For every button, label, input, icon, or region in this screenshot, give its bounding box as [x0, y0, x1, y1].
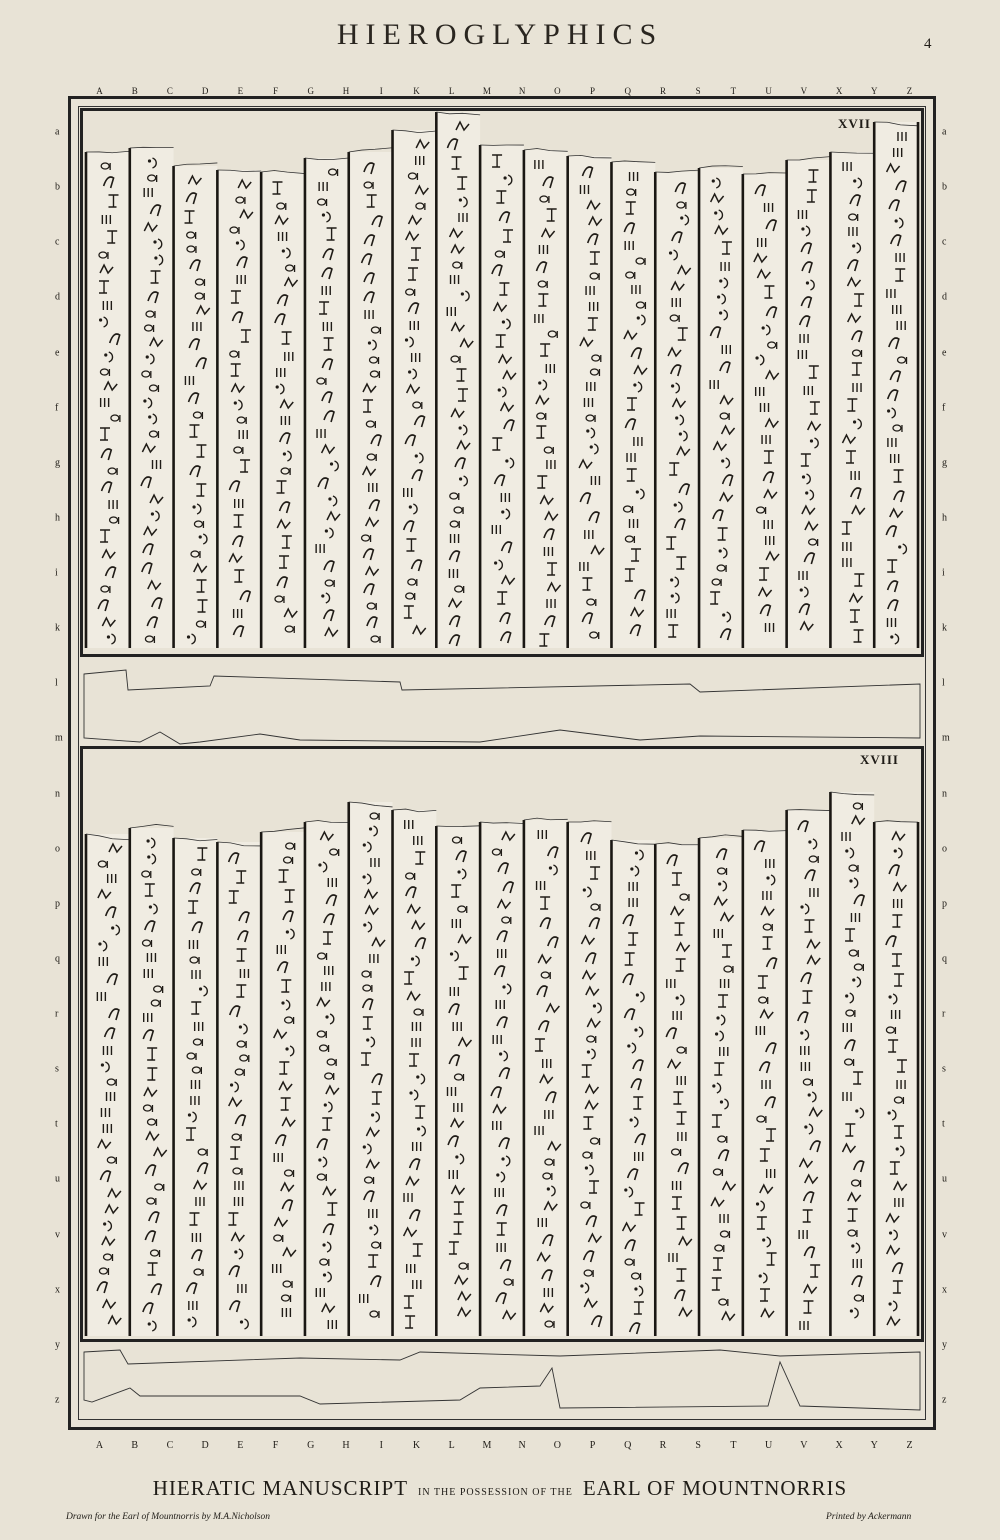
row-letter: r — [942, 1008, 946, 1020]
column-letter: O — [553, 1440, 562, 1451]
manuscript-column — [305, 820, 349, 1336]
row-letter: k — [55, 622, 60, 634]
column-letter: X — [835, 1440, 844, 1451]
row-letter: p — [942, 898, 947, 910]
row-letter: u — [942, 1173, 947, 1185]
column-letter: U — [765, 1440, 774, 1451]
manuscript-column — [874, 821, 918, 1336]
row-letter: f — [55, 402, 59, 414]
column-letter: Z — [906, 1440, 914, 1451]
row-letter: g — [942, 457, 947, 469]
row-letter: a — [942, 126, 947, 138]
row-letter: u — [55, 1173, 60, 1185]
column-letter: C — [166, 1440, 175, 1451]
row-letter: y — [55, 1339, 60, 1351]
row-letter: x — [55, 1284, 60, 1296]
row-letter: q — [942, 953, 947, 965]
manuscript-column — [305, 158, 349, 648]
column-letter: S — [695, 1440, 702, 1451]
row-letter: o — [942, 843, 947, 855]
manuscript-column — [217, 170, 261, 648]
column-letter: E — [237, 86, 245, 96]
manuscript-column — [787, 810, 831, 1336]
plate-xvii-papyrus — [86, 112, 918, 648]
manuscript-column — [436, 826, 480, 1336]
manuscript-column — [86, 834, 130, 1336]
column-letter: I — [379, 86, 384, 96]
manuscript-column — [130, 824, 174, 1336]
column-letter: O — [554, 86, 562, 96]
column-letter: E — [237, 1440, 245, 1451]
manuscript-column — [86, 151, 130, 648]
column-letter: F — [273, 86, 280, 96]
column-letter: S — [695, 86, 702, 96]
row-letter: h — [942, 512, 947, 524]
column-letter: Z — [906, 86, 914, 96]
column-letter: Q — [624, 86, 632, 96]
row-letter: s — [942, 1063, 946, 1075]
column-letter: B — [131, 1440, 140, 1451]
column-letter: P — [589, 1440, 597, 1451]
manuscript-column — [436, 112, 480, 648]
column-letter: Q — [624, 1440, 633, 1451]
row-letter: d — [55, 291, 60, 303]
column-letter: A — [96, 86, 104, 96]
manuscript-column — [480, 822, 524, 1336]
column-letter: L — [448, 1440, 456, 1451]
page-title: HIEROGLYPHICS — [336, 18, 664, 51]
manuscript-column — [568, 155, 612, 648]
column-letter: V — [800, 1440, 809, 1451]
caption-part-2: IN THE POSSESSION OF THE — [418, 1487, 573, 1498]
row-letter: z — [942, 1394, 947, 1406]
row-letter: n — [942, 788, 947, 800]
row-letter: y — [942, 1339, 947, 1351]
column-letter: B — [131, 86, 139, 96]
row-letter: b — [55, 181, 60, 193]
credit-drawn-by: Drawn for the Earl of Mountnorris by M.A.Nicholson — [66, 1512, 270, 1522]
manuscript-column — [611, 840, 655, 1336]
row-letter: m — [55, 732, 63, 744]
column-letter: G — [307, 1440, 316, 1451]
row-letter: l — [55, 677, 58, 689]
manuscript-column — [217, 842, 261, 1336]
row-letter: e — [942, 347, 947, 359]
plate-xviii-papyrus — [86, 792, 918, 1336]
row-letter: f — [942, 402, 946, 414]
manuscript-column — [655, 170, 699, 648]
column-letter: K — [412, 1440, 422, 1451]
row-letter: p — [55, 898, 60, 910]
row-letter: n — [55, 788, 60, 800]
row-letter: r — [55, 1008, 59, 1020]
column-letter: G — [307, 86, 316, 96]
row-letter: o — [55, 843, 60, 855]
caption-part-3: EARL OF MOUNTNORRIS — [582, 1476, 848, 1500]
row-letter: s — [55, 1063, 59, 1075]
manuscript-column — [349, 802, 393, 1336]
column-letter: C — [166, 86, 174, 96]
row-letter: t — [942, 1118, 945, 1130]
manuscript-column — [743, 173, 787, 648]
column-letter: K — [413, 86, 421, 96]
column-letter: A — [95, 1440, 105, 1451]
manuscript-column — [699, 166, 743, 648]
column-letter: M — [482, 86, 492, 96]
column-letter: N — [518, 1440, 527, 1451]
row-letter: a — [55, 126, 60, 138]
column-letter: U — [765, 86, 773, 96]
column-letter: T — [730, 1440, 738, 1451]
manuscript-column — [174, 838, 218, 1336]
manuscript-column — [393, 809, 437, 1336]
row-letter: v — [55, 1229, 60, 1241]
credit-printed-by: Printed by Ackermann — [826, 1512, 912, 1522]
row-letter: e — [55, 347, 60, 359]
plate-xvii-numeral: XVII — [838, 116, 871, 131]
caption-part-1: HIERATIC MANUSCRIPT — [152, 1476, 409, 1500]
manuscript-column — [830, 792, 874, 1336]
manuscript-column — [611, 161, 655, 648]
row-letter: d — [942, 291, 947, 303]
column-letter: T — [730, 86, 738, 96]
manuscript-column — [261, 171, 305, 648]
row-letter: q — [55, 953, 60, 965]
manuscript-column — [480, 145, 524, 648]
column-letter: D — [201, 1440, 210, 1451]
row-letter: g — [55, 457, 60, 469]
manuscript-column — [699, 835, 743, 1336]
row-letter: v — [942, 1229, 947, 1241]
row-letter: m — [942, 732, 950, 744]
column-letter: M — [482, 1440, 493, 1451]
page-number: 4 — [924, 36, 932, 52]
manuscript-column — [130, 147, 174, 648]
row-letter: h — [55, 512, 60, 524]
manuscript-column — [524, 818, 568, 1336]
row-letter: x — [942, 1284, 947, 1296]
column-letter: R — [659, 86, 667, 96]
manuscript-column — [787, 157, 831, 648]
plate-caption — [0, 1476, 1000, 1501]
manuscript-column — [830, 152, 874, 648]
column-letter: F — [272, 1440, 280, 1451]
row-letter: l — [942, 677, 945, 689]
column-letter: Y — [871, 86, 879, 96]
plate-xviii-numeral: XVIII — [860, 752, 899, 767]
manuscript-column — [874, 122, 918, 648]
manuscript-column — [568, 821, 612, 1336]
column-letter: N — [518, 86, 527, 96]
manuscript-column — [524, 149, 568, 648]
manuscript-column — [349, 148, 393, 648]
column-letter: H — [342, 1440, 351, 1451]
column-letter: R — [659, 1440, 668, 1451]
row-letter: k — [942, 622, 947, 634]
row-letter: i — [55, 567, 58, 579]
column-letter: D — [201, 86, 210, 96]
manuscript-column — [261, 828, 305, 1336]
row-letter: i — [942, 567, 945, 579]
column-letter: V — [800, 86, 809, 96]
row-letter: t — [55, 1118, 58, 1130]
manuscript-column — [393, 130, 437, 648]
row-letter: c — [942, 236, 947, 248]
row-letter: b — [942, 181, 947, 193]
column-letter: X — [835, 86, 844, 96]
manuscript-column — [174, 163, 218, 648]
row-letter: c — [55, 236, 60, 248]
column-letter: H — [342, 86, 351, 96]
column-letter: I — [379, 1440, 384, 1451]
manuscript-column — [743, 830, 787, 1336]
row-letter: z — [55, 1394, 60, 1406]
column-letter: Y — [870, 1440, 879, 1451]
column-letter: P — [590, 86, 597, 96]
column-letter: L — [448, 86, 456, 96]
manuscript-column — [655, 843, 699, 1336]
